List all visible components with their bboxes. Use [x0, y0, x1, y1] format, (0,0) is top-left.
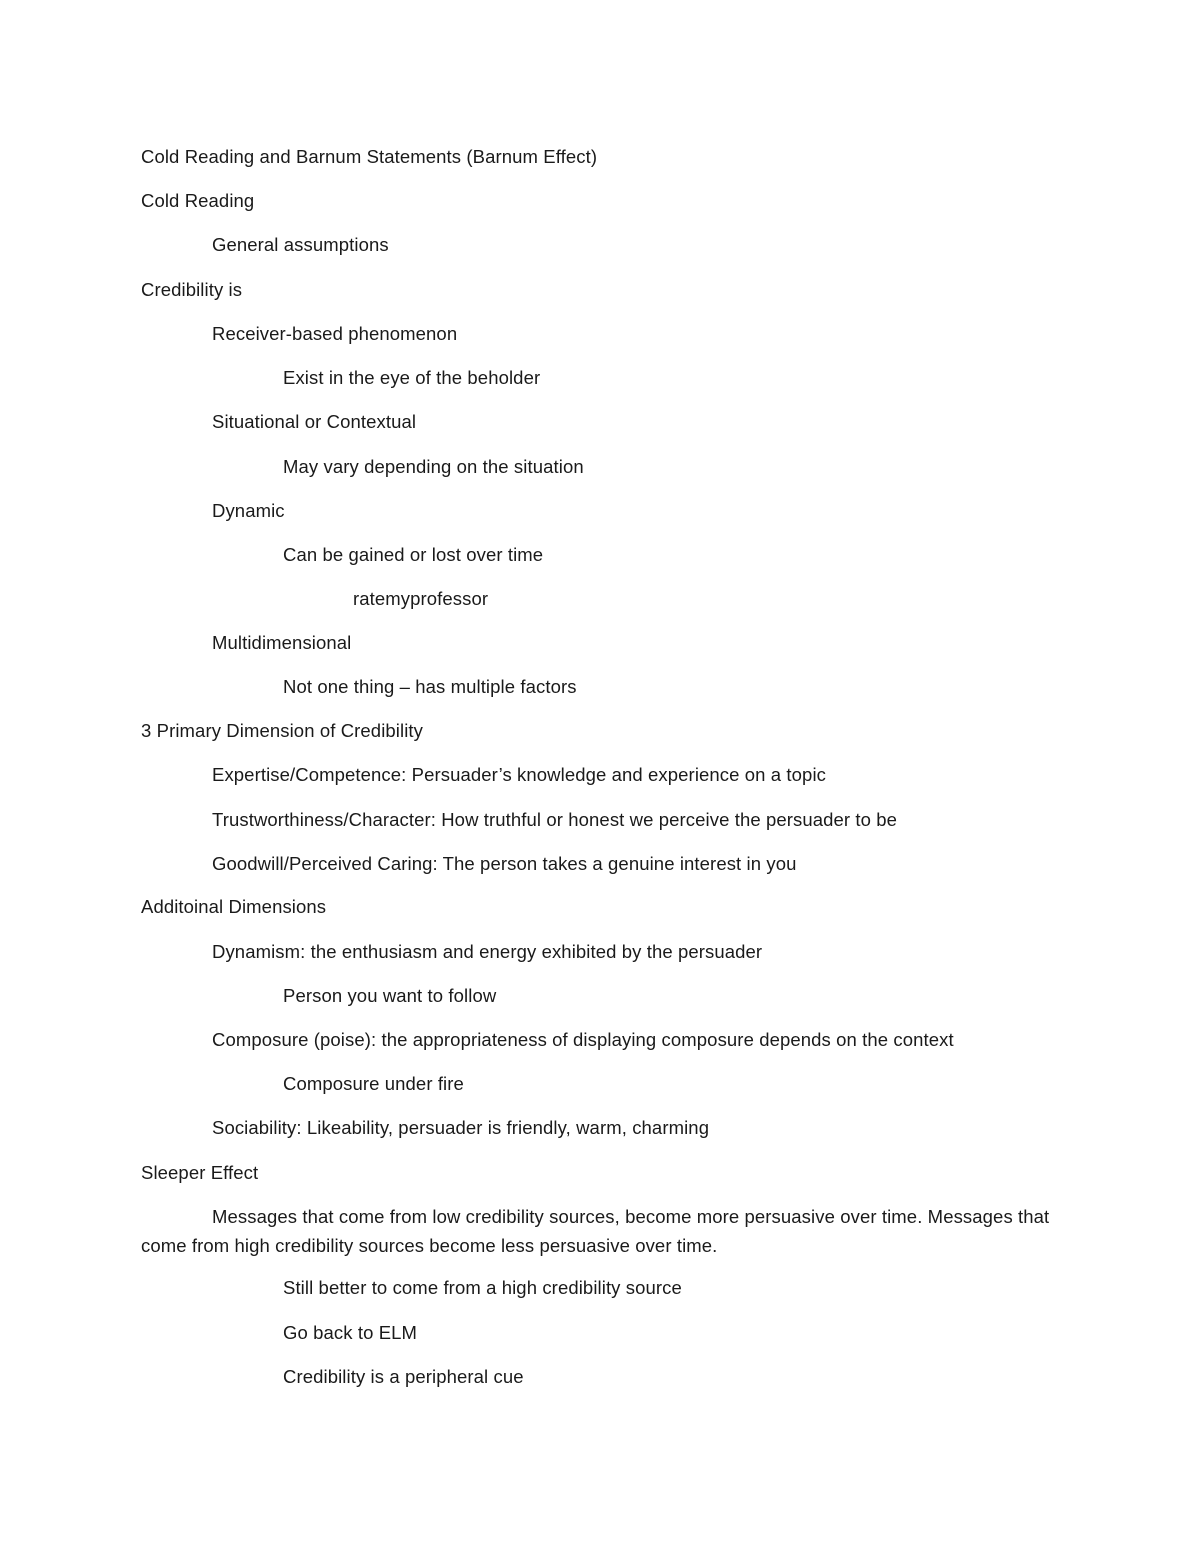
heading-credibility-is: Credibility is	[141, 279, 243, 300]
detail-composure-under-fire: Composure under fire	[283, 1073, 464, 1094]
point-high-credibility-source: Still better to come from a high credibility source	[283, 1277, 682, 1298]
heading-additional-dimensions: Additoinal Dimensions	[141, 896, 327, 917]
item-general-assumptions: General assumptions	[212, 234, 389, 255]
detail-multiple-factors: Not one thing – has multiple factors	[283, 676, 577, 697]
item-composure: Composure (poise): the appropriateness of displaying composure depends on the context	[212, 1029, 954, 1050]
detail-situation: May vary depending on the situation	[283, 456, 584, 477]
detail-person-to-follow: Person you want to follow	[283, 985, 497, 1006]
point-back-to-elm: Go back to ELM	[283, 1322, 418, 1343]
item-situational: Situational or Contextual	[212, 411, 417, 432]
heading-primary-dimensions: 3 Primary Dimension of Credibility	[141, 720, 424, 741]
item-receiver-based: Receiver-based phenomenon	[212, 323, 458, 344]
heading-cold-reading: Cold Reading	[141, 190, 255, 211]
item-dynamic: Dynamic	[212, 500, 285, 521]
point-peripheral-cue: Credibility is a peripheral cue	[283, 1366, 524, 1387]
example-ratemyprofessor: ratemyprofessor	[353, 588, 489, 609]
detail-eye-of-beholder: Exist in the eye of the beholder	[283, 367, 541, 388]
item-multidimensional: Multidimensional	[212, 632, 352, 653]
item-sociability: Sociability: Likeability, persuader is friendly, warm, charming	[212, 1117, 710, 1138]
item-expertise: Expertise/Competence: Persuader’s knowledge and experience on a topic	[212, 764, 827, 785]
detail-gained-lost: Can be gained or lost over time	[283, 544, 544, 565]
document-title: Cold Reading and Barnum Statements (Barnum Effect)	[141, 146, 598, 167]
paragraph-sleeper-effect: Messages that come from low credibility sources, become more persuasive over time. Messages that come from high credibility sources become less persuasive over time.	[141, 1206, 1050, 1256]
item-goodwill: Goodwill/Perceived Caring: The person takes a genuine interest in you	[212, 853, 797, 874]
item-trustworthiness: Trustworthiness/Character: How truthful or honest we perceive the persuader to be	[212, 809, 898, 830]
heading-sleeper-effect: Sleeper Effect	[141, 1162, 259, 1183]
item-dynamism: Dynamism: the enthusiasm and energy exhibited by the persuader	[212, 941, 763, 962]
